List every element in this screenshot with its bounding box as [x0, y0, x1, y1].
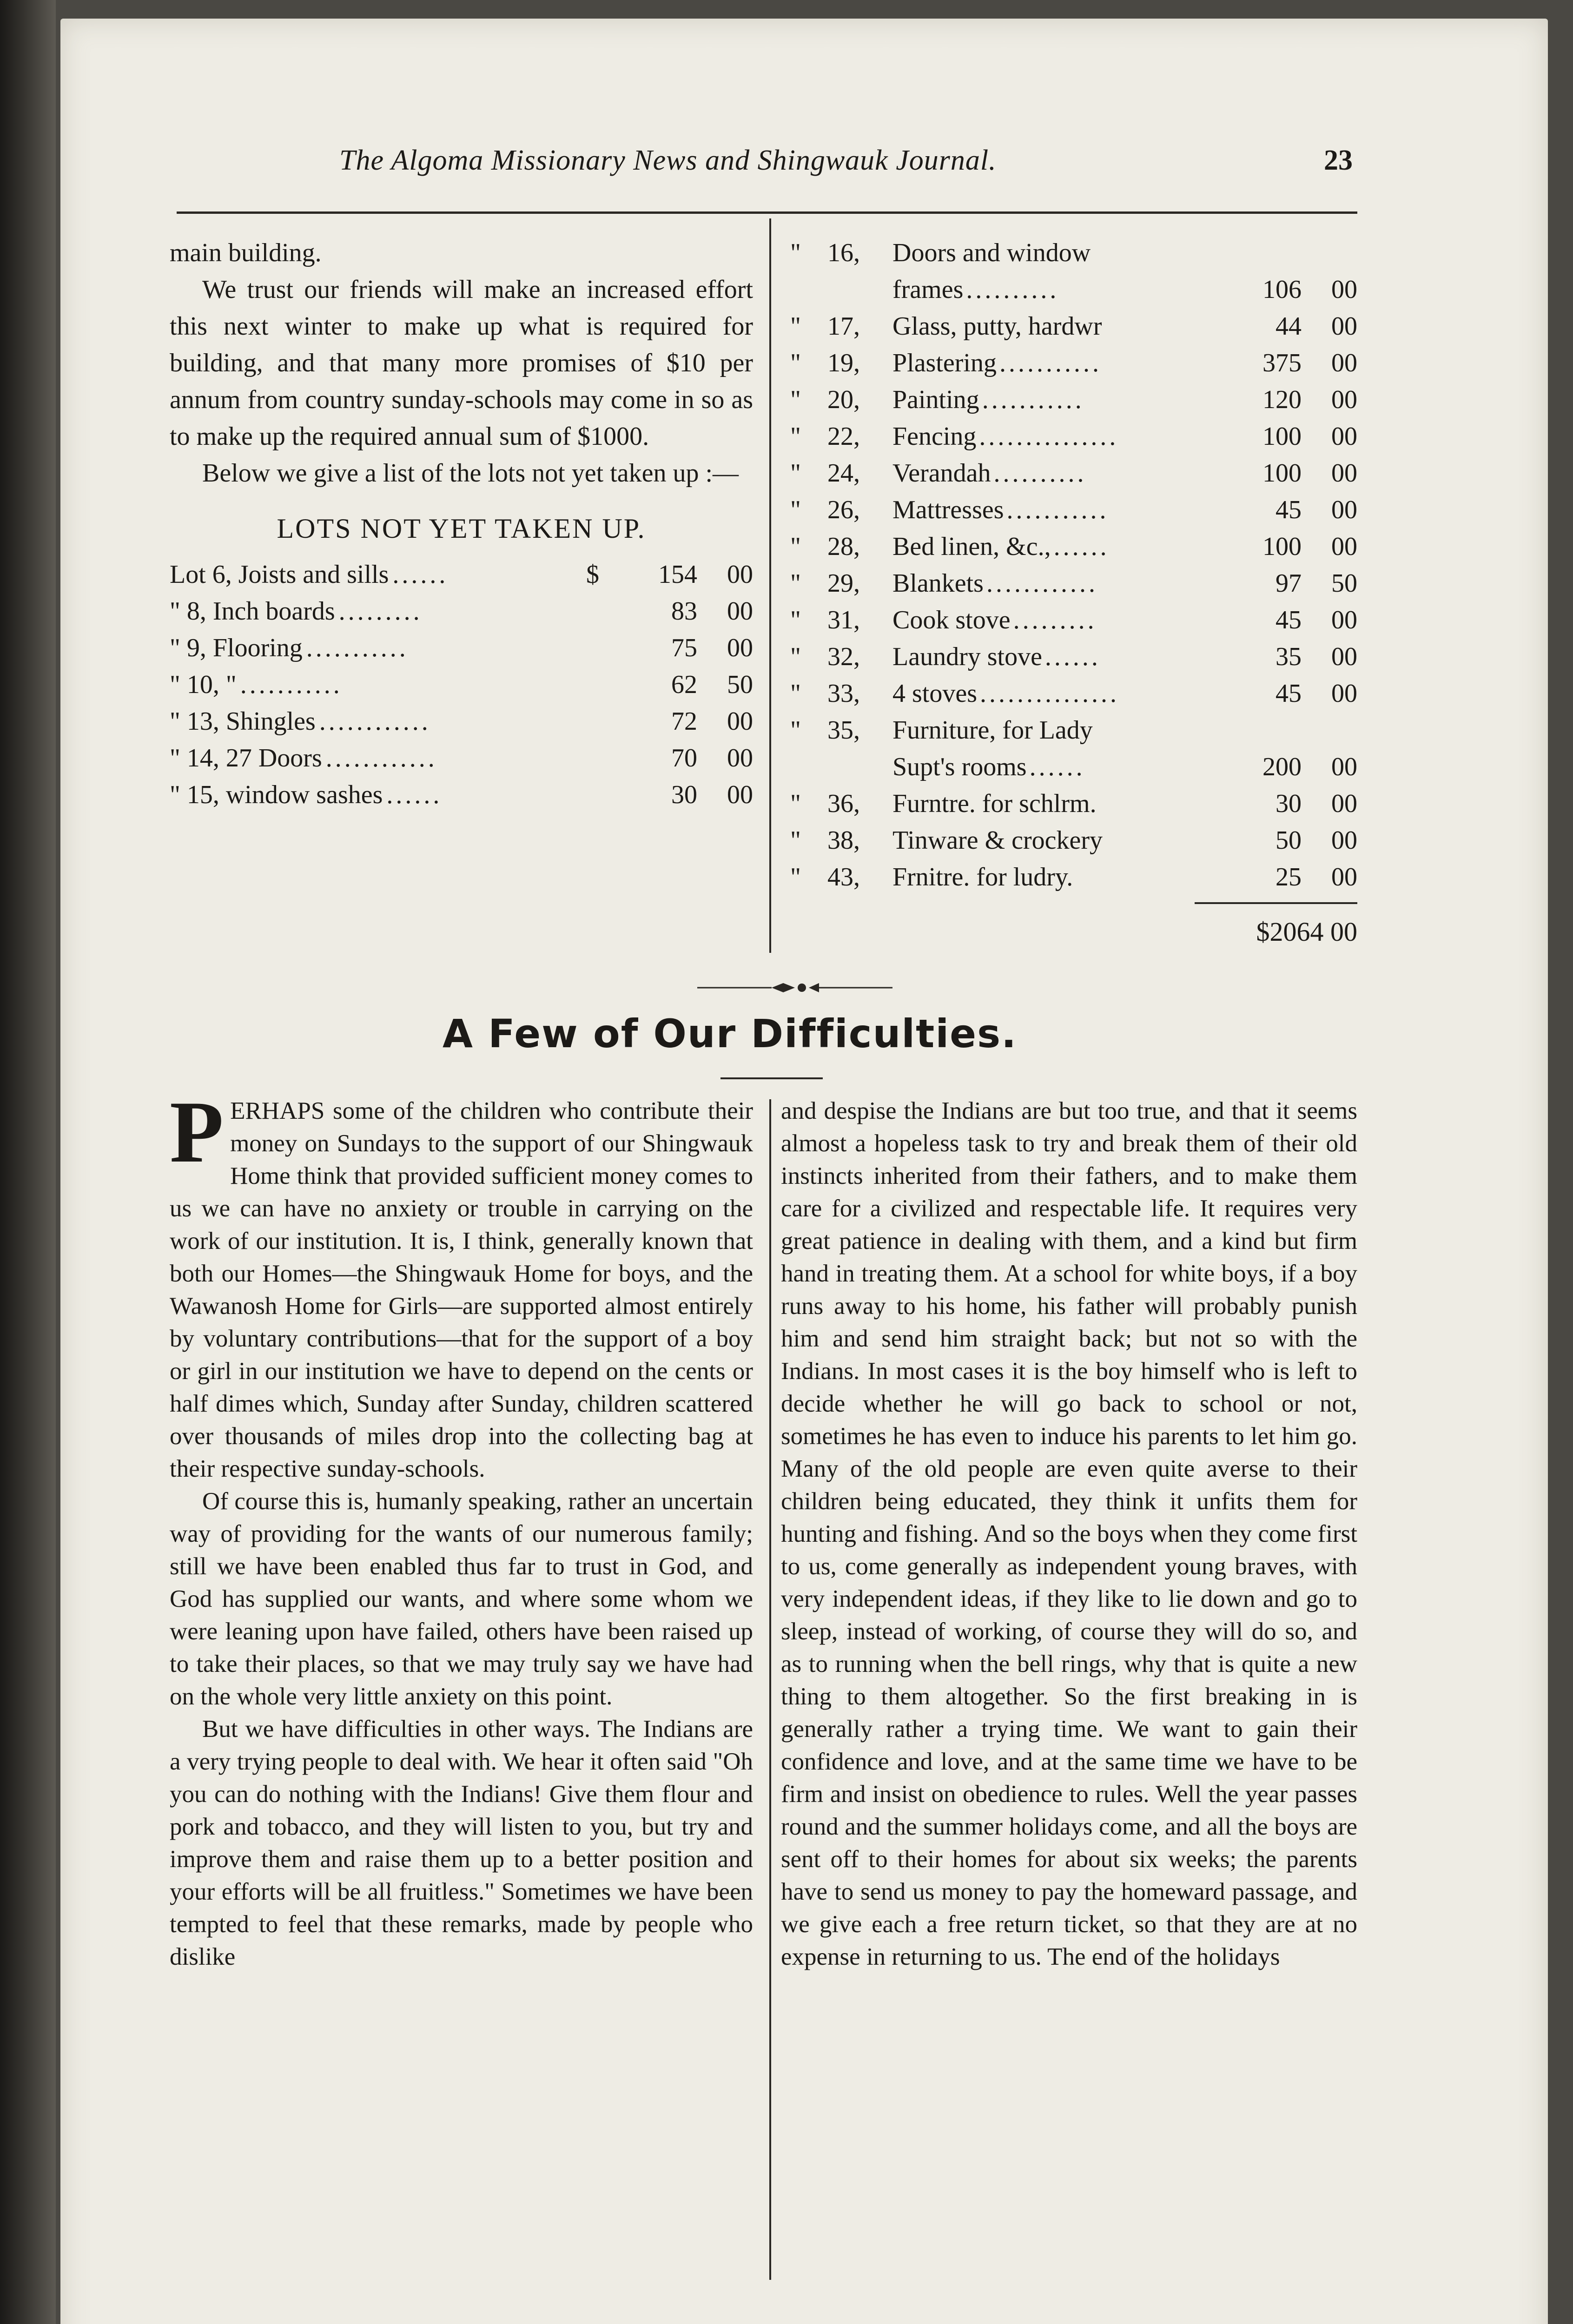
ditto-mark: " [790, 789, 801, 818]
header-rule [177, 211, 1357, 214]
lot-amount: 154 [658, 560, 697, 589]
lot-row [790, 565, 1357, 602]
top-left-column [170, 235, 753, 813]
lot-row [790, 712, 1357, 749]
lot-row [790, 455, 1357, 492]
ditto-mark: " [790, 495, 801, 524]
lot-label: Furniture, for Lady [892, 716, 1093, 745]
journal-title: The Algoma Missionary News and Shingwauk Journal. [339, 145, 997, 176]
lot-label: Cook stove [892, 606, 1011, 634]
lot-row [170, 777, 753, 813]
lot-cents: 00 [1331, 495, 1357, 524]
lot-row [790, 382, 1357, 418]
leader-dots: ............ [325, 744, 437, 772]
total-rule [1195, 902, 1357, 904]
lots-list-continued [790, 235, 1357, 896]
lot-row [790, 786, 1357, 822]
lot-amount: 75 [671, 634, 697, 662]
lot-label: Blankets [892, 569, 984, 598]
ditto-mark: " [790, 349, 801, 377]
lot-cents: 00 [727, 560, 753, 589]
leader-dots: ............... [980, 679, 1119, 708]
lot-cents: 00 [1331, 642, 1357, 671]
lot-number: 20, [827, 385, 860, 414]
lot-number: 17, [827, 312, 860, 341]
lot-cents: 00 [727, 707, 753, 736]
lot-label: Verandah [892, 459, 991, 488]
leader-dots: ............ [319, 707, 431, 736]
paragraph: Below we give a list of the lots not yet taken up :— [202, 459, 739, 488]
column-divider-top [769, 218, 771, 953]
ditto-mark: " [790, 422, 801, 451]
paragraph: But we have difficulties in other ways. The Indians are a very trying people to deal with. We hear it often said "Oh you can do nothing with the Indians! Give them flour and pork and tobacco, and they will listen to you, but try and improve them and raise them up to a better position and your efforts will be all fruitless." Sometimes we have been tempted to feel that these remarks, made by people who dislike [170, 1716, 753, 1970]
leader-dots: ......... [338, 597, 423, 626]
lot-label: " 8, Inch boards [170, 597, 335, 626]
lot-label: frames [892, 275, 964, 304]
ditto-mark: " [790, 716, 801, 745]
lot-label: Painting [892, 385, 979, 414]
lot-label: Supt's rooms [892, 753, 1027, 781]
lot-label: Plastering [892, 349, 997, 377]
lot-label: " 14, 27 Doors [170, 744, 322, 772]
article-right-column [781, 1095, 1357, 1973]
leader-dots: .......... [966, 275, 1059, 304]
lots-total: $2064 00 [1256, 917, 1357, 947]
lot-cents: 00 [1331, 312, 1357, 341]
ditto-mark: " [790, 606, 801, 634]
lots-list [170, 556, 753, 813]
leader-dots: ............... [979, 422, 1119, 451]
running-head [107, 144, 1353, 181]
lots-heading: LOTS NOT YET TAKEN UP. [277, 513, 646, 544]
leader-dots: ...... [1044, 642, 1101, 671]
lot-amount: 30 [671, 780, 697, 809]
lot-amount: 35 [1276, 642, 1302, 671]
ditto-mark: " [790, 863, 801, 891]
lot-label: Lot 6, Joists and sills [170, 560, 389, 589]
lot-cents: 00 [1331, 826, 1357, 855]
lot-row [790, 235, 1357, 271]
paragraph: Of course this is, humanly speaking, rather an uncertain way of providing for the wants of our numerous family; still we have been enabled thus far to trust in God, and God has supplied our wants, and where some whom we were leaning upon have failed, others have been raised up to take their places, so that we may truly say we have had on the whole very little anxiety on this point. [170, 1488, 753, 1710]
lot-amount: 200 [1262, 753, 1302, 781]
lot-amount: 97 [1276, 569, 1302, 598]
lot-cents: 00 [1331, 753, 1357, 781]
leader-dots: .......... [993, 459, 1087, 488]
lot-cents: 00 [1331, 349, 1357, 377]
book-spine-shadow [0, 0, 56, 2324]
leader-dots: ........... [1006, 495, 1109, 524]
lot-label: " 9, Flooring [170, 634, 303, 662]
leader-dots: ...... [392, 560, 449, 589]
lot-number: 33, [827, 679, 860, 708]
lot-number: 28, [827, 532, 860, 561]
lot-amount: 30 [1276, 789, 1302, 818]
lot-cents: 00 [1331, 679, 1357, 708]
column-divider-bottom [769, 1099, 771, 2280]
leader-dots: ......... [1013, 606, 1097, 634]
lot-amount: 45 [1276, 679, 1302, 708]
lot-cents: 00 [727, 634, 753, 662]
ditto-mark: " [790, 532, 801, 561]
lot-cents: 00 [727, 744, 753, 772]
lot-label: Glass, putty, hardwr [892, 312, 1102, 341]
ditto-mark: " [790, 642, 801, 671]
paragraph: PERHAPS some of the children who contribute their money on Sundays to the support of our Shingwauk Home think that provided sufficient money comes to us we can have no anxiety or trouble in carrying on the work of our institution. It is, I think, generally known that both our Homes—the Shingwauk Home for boys, and the Wawanosh Home for Girls—are supported almost entirely by voluntary contributions—that for the support of a boy or girl in our institution we have to depend on the cents or half dimes which, Sunday after Sunday, children scattered over thousands of miles drop into the collecting bag at their respective sunday-schools. [170, 1083, 753, 1482]
lot-row [790, 602, 1357, 639]
leader-dots: ...... [1029, 753, 1085, 781]
ditto-mark: " [790, 385, 801, 414]
lot-label: Laundry stove [892, 642, 1042, 671]
lot-row [790, 675, 1357, 712]
lot-row [170, 556, 753, 593]
lot-amount: 25 [1276, 863, 1302, 891]
lot-row [790, 859, 1357, 896]
lot-number: 24, [827, 459, 860, 488]
ditto-mark: " [790, 569, 801, 598]
lot-amount: 83 [671, 597, 697, 626]
lot-number: 43, [827, 863, 860, 891]
ditto-mark: " [790, 459, 801, 488]
title-underline [720, 1077, 823, 1079]
lot-label: Bed linen, &c., [892, 532, 1051, 561]
drop-cap: P [170, 1083, 224, 1181]
leader-dots: ...... [1053, 532, 1110, 561]
lot-row [790, 492, 1357, 528]
article-title: A Few of Our Difficulties. [442, 1011, 1018, 1056]
lot-number: 22, [827, 422, 860, 451]
lot-amount: 100 [1262, 532, 1302, 561]
lot-cents: 00 [1331, 606, 1357, 634]
lot-row [170, 703, 753, 740]
paragraph: We trust our friends will make an increased effort this next winter to make up what is required for building, and that many more promises of $10 per annum from country sunday-schools may come in so as to make up the required annual sum of $1000. [170, 275, 753, 451]
lot-label: " 10, " [170, 670, 237, 699]
leader-dots: ...... [386, 780, 443, 809]
lot-row [790, 345, 1357, 382]
lot-amount: 62 [671, 670, 697, 699]
paragraph: and despise the Indians are but too true, and that it seems almost a hopeless task to try and break them of their old instincts inherited from their fathers, and to make them care for a civilized and respectable life. It requires very great patience in dealing with them, and a kind but firm hand in treating them. At a school for white boys, if a boy runs away to his home, his father will probably punish him and send him straight back; but not so with the Indians. In most cases it is the boy himself who is left to decide whether he will go back to school or not, sometimes he has even to induce his parents to let him go. Many of the old people are even quite averse to their children being educated, they think it unfits them for hunting and fishing. And so the boys when they come first to us, come generally as independent young braves, with very independent ideas, if they like to lie down and go to sleep, instead of working, of course they will do so, and as to running when the bell rings, why that is quite a new thing to them altogether. So the first breaking in is generally rather a trying time. We want to gain their confidence and love, and at the same time we have to be firm and insist on obedience to rules. Well the year passes round and the summer holidays come, and all the boys are sent off to their homes for about six weeks; the parents have to send us money to pay the homeward passage, and we give each a free return ticket, so that they are at no expense in returning to us. The end of the holidays [781, 1097, 1357, 1970]
article-left-column [170, 1083, 753, 1973]
ditto-mark: " [790, 238, 801, 267]
lot-label: " 15, window sashes [170, 780, 383, 809]
lot-amount: 50 [1276, 826, 1302, 855]
lot-cents: 00 [1331, 275, 1357, 304]
lot-row [790, 418, 1357, 455]
lot-cents: 50 [1331, 569, 1357, 598]
lot-amount: 72 [671, 707, 697, 736]
lot-amount: 100 [1262, 422, 1302, 451]
lot-number: 29, [827, 569, 860, 598]
lot-label: Fencing [892, 422, 977, 451]
leader-dots: ............ [986, 569, 1098, 598]
lot-label: Frnitre. for ludry. [892, 863, 1073, 891]
lot-amount: 100 [1262, 459, 1302, 488]
ditto-mark: " [790, 679, 801, 708]
lot-row [170, 740, 753, 777]
lot-number: 16, [827, 238, 860, 267]
page-number: 23 [1324, 145, 1353, 176]
lot-cents: 00 [1331, 459, 1357, 488]
lot-label: 4 stoves [892, 679, 977, 708]
lot-amount: 44 [1276, 312, 1302, 341]
leader-dots: ........... [240, 670, 343, 699]
ditto-mark: " [790, 826, 801, 855]
lot-amount: 70 [671, 744, 697, 772]
lot-number: 31, [827, 606, 860, 634]
lot-label: Tinware & crockery [892, 826, 1103, 855]
lot-row-continuation [790, 271, 1357, 308]
lot-row [170, 667, 753, 703]
lot-number: 36, [827, 789, 860, 818]
lot-cents: 00 [1331, 863, 1357, 891]
lot-cents: 50 [727, 670, 753, 699]
continued-text: main building. [170, 238, 322, 267]
lot-row-continuation [790, 749, 1357, 786]
lot-number: 38, [827, 826, 860, 855]
top-right-column [790, 235, 1357, 950]
lot-number: 26, [827, 495, 860, 524]
lot-row [790, 639, 1357, 675]
lot-cents: 00 [1331, 532, 1357, 561]
dollar-sign: $ [586, 560, 599, 589]
lot-number: 35, [827, 716, 860, 745]
lot-cents: 00 [1331, 422, 1357, 451]
lot-cents: 00 [727, 597, 753, 626]
lot-amount: 120 [1262, 385, 1302, 414]
leader-dots: ........... [306, 634, 409, 662]
lot-label: Doors and window [892, 238, 1091, 267]
lot-amount: 45 [1276, 606, 1302, 634]
leader-dots: ........... [982, 385, 1084, 414]
lot-label: " 13, Shingles [170, 707, 316, 736]
ornamental-divider [697, 978, 892, 997]
lot-cents: 00 [727, 780, 753, 809]
lot-amount: 375 [1262, 349, 1302, 377]
lot-number: 32, [827, 642, 860, 671]
lot-label: Furntre. for schlrm. [892, 789, 1097, 818]
lot-row [790, 822, 1357, 859]
lot-amount: 45 [1276, 495, 1302, 524]
lot-label: Mattresses [892, 495, 1004, 524]
lot-cents: 00 [1331, 385, 1357, 414]
leader-dots: ........... [999, 349, 1102, 377]
lot-cents: 00 [1331, 789, 1357, 818]
lot-row [790, 528, 1357, 565]
lot-row [170, 630, 753, 667]
ditto-mark: " [790, 312, 801, 341]
lot-row [790, 308, 1357, 345]
lot-number: 19, [827, 349, 860, 377]
lot-amount: 106 [1262, 275, 1302, 304]
lot-row [170, 593, 753, 630]
